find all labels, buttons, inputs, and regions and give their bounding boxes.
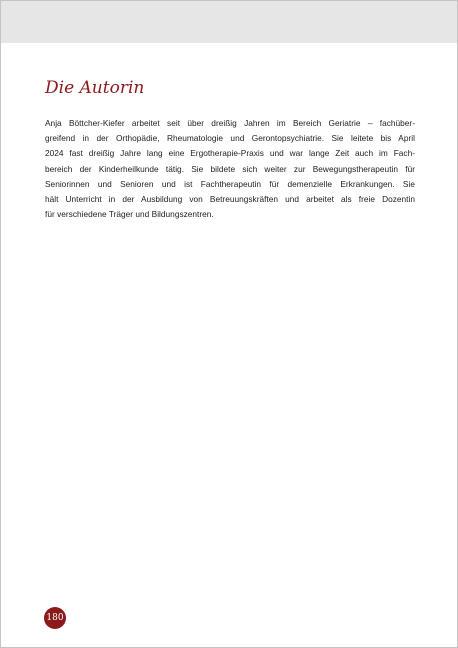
- paragraph-line: für verschiedene Träger und Bildungszentren.: [45, 209, 214, 220]
- page-title: Die Autorin: [45, 78, 145, 98]
- paragraph-line: Seniorinnen und Senioren und ist Fachtherapeutin für demenzielle Erkrankungen. Sie: [45, 178, 415, 189]
- author-bio-paragraph: [45, 116, 415, 222]
- paragraph-line: 2024 fast dreißig Jahre lang eine Ergotherapie-Praxis und war lange Zeit auch im Fach-: [45, 148, 415, 159]
- top-band: [1, 1, 457, 43]
- paragraph-line: bereich der Kinderheilkunde tätig. Sie bildete sich weiter zur Bewegungstherapeutin für: [45, 163, 415, 174]
- paragraph-line: greifend in der Orthopädie, Rheumatologie und Gerontopsychiatrie. Sie leitete bis April: [45, 133, 415, 144]
- paragraph-line: Anja Böttcher-Kiefer arbeitet seit über dreißig Jahren im Bereich Geriatrie – fachüber-: [45, 118, 415, 128]
- paragraph-line: hält Unterricht in der Ausbildung von Betreuungskräften und arbeitet als freie Dozentin: [45, 194, 415, 205]
- page-number-badge: 180: [44, 607, 66, 629]
